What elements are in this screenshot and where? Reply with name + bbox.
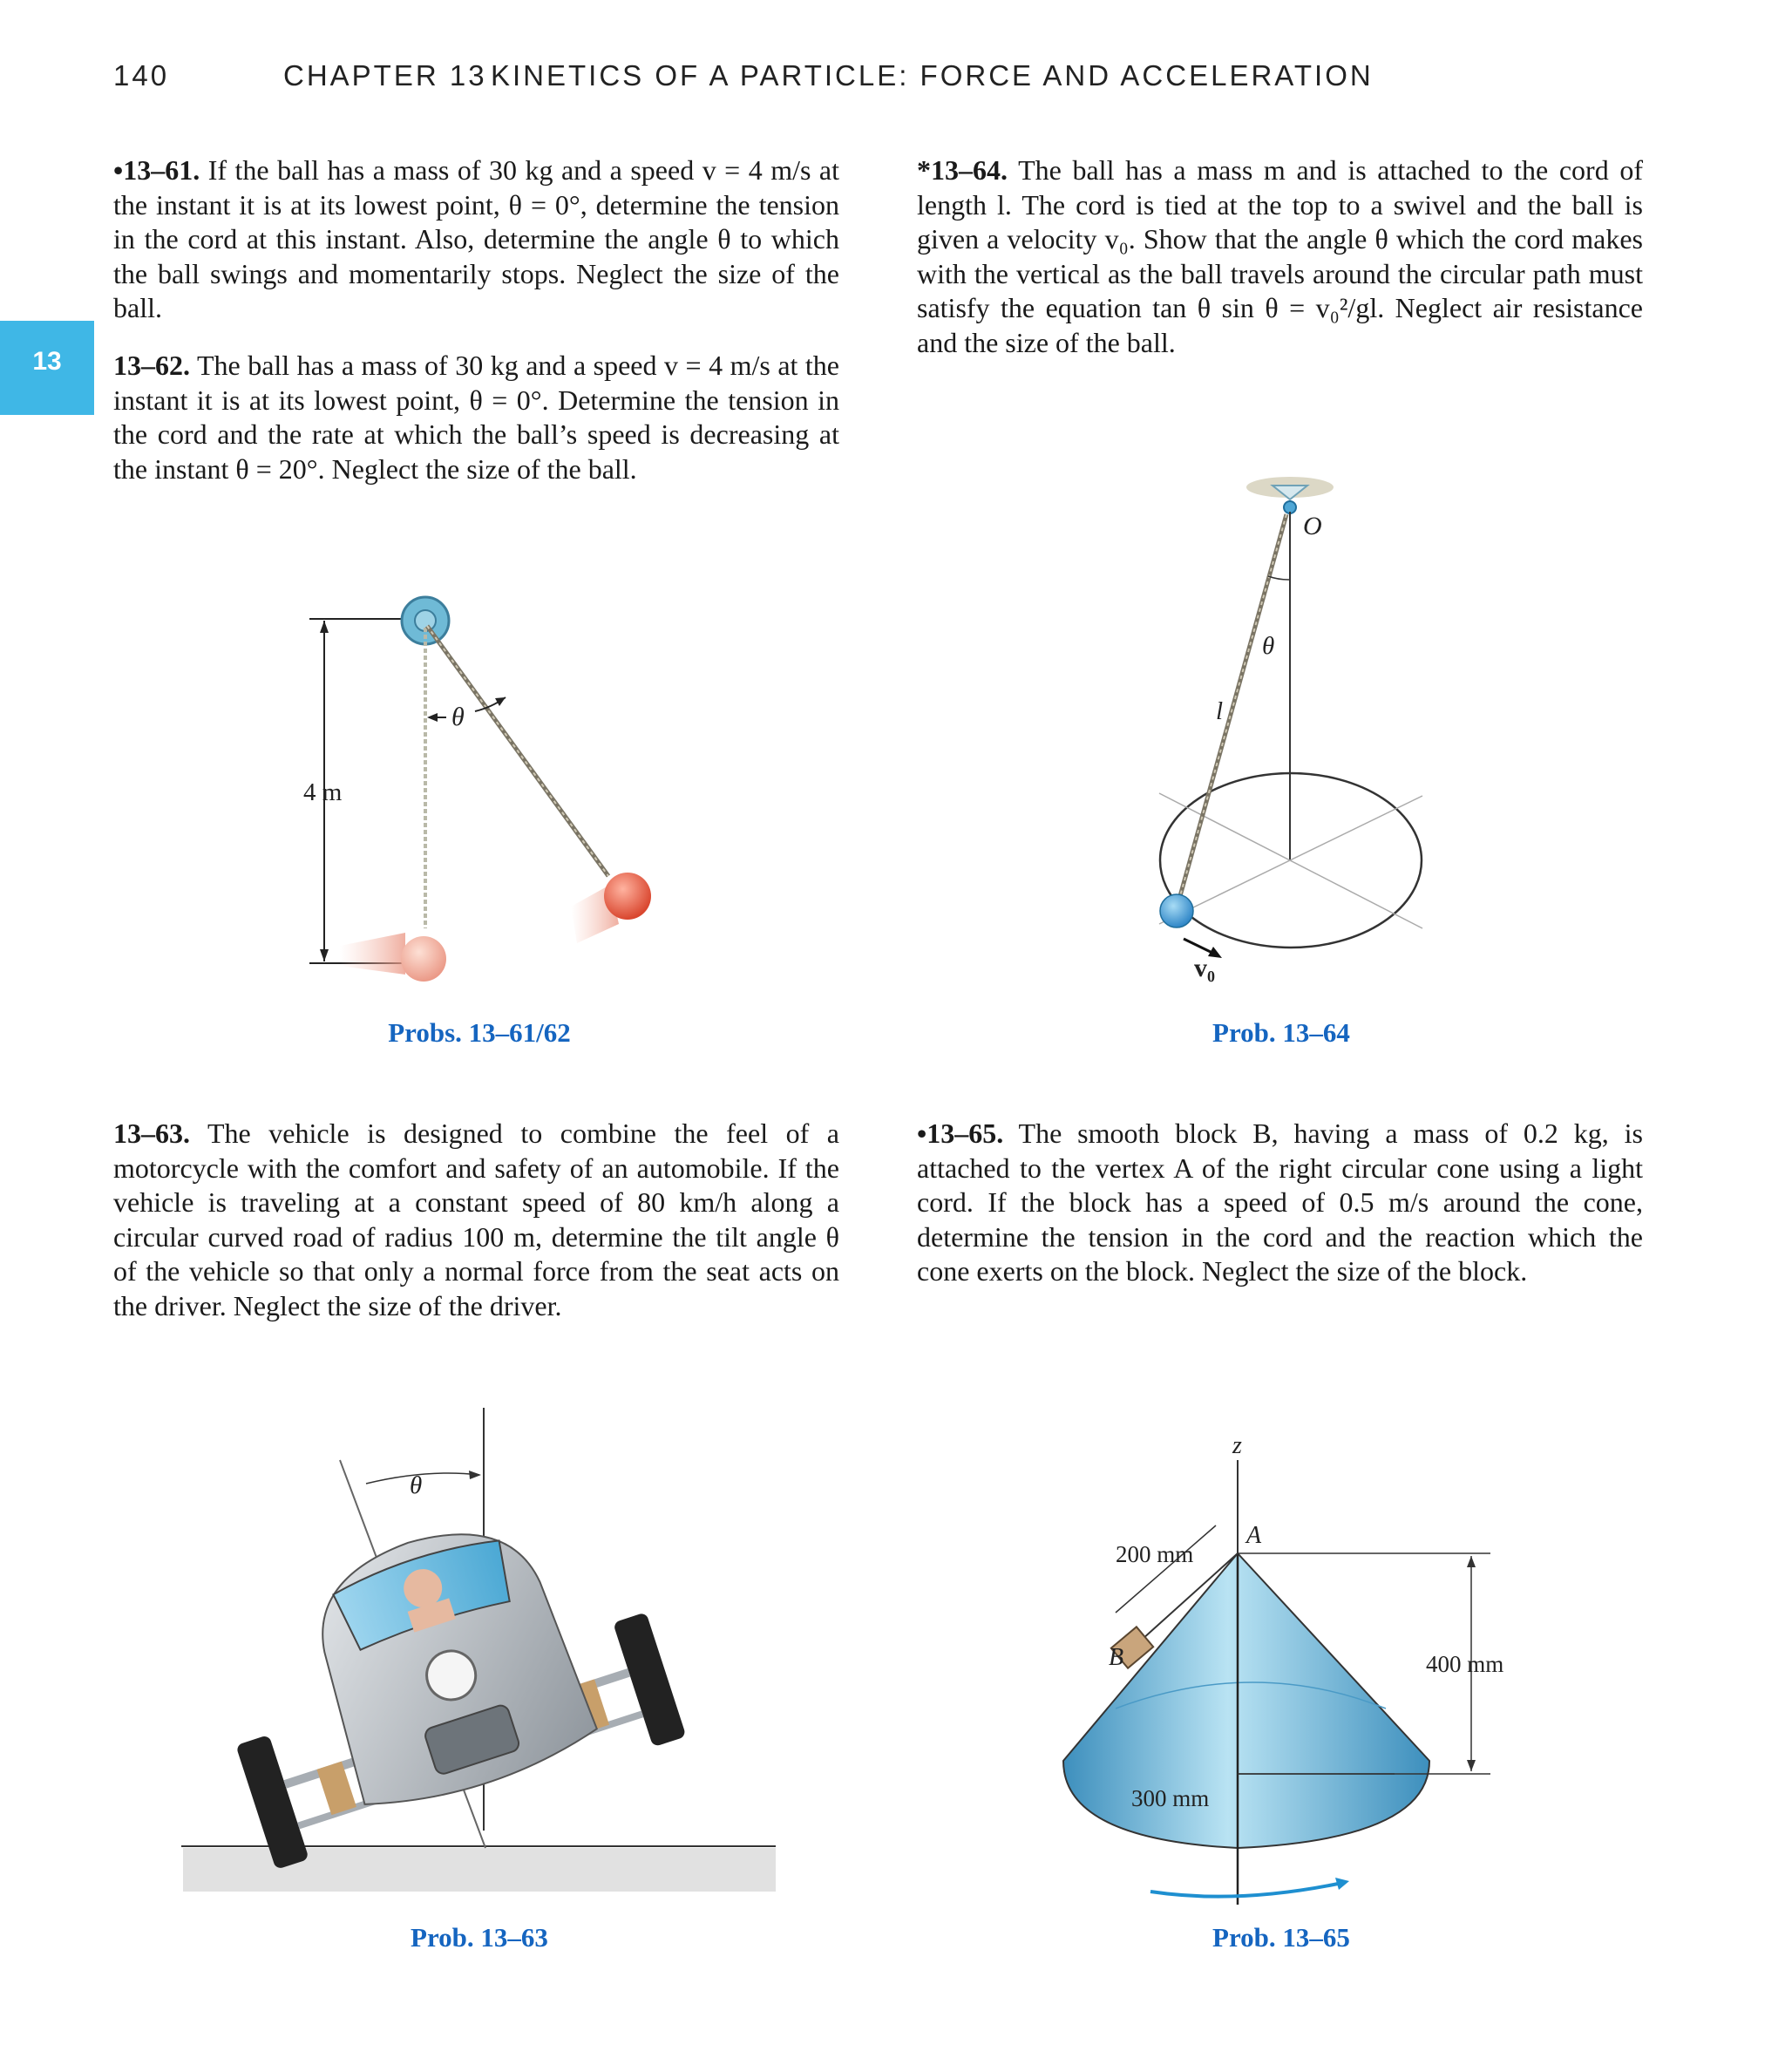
point-label: O <box>1303 512 1322 540</box>
angle-label: θ <box>410 1471 423 1499</box>
problem-13-65 <box>917 1117 1643 1289</box>
length-label: l <box>1216 697 1224 725</box>
axis-label: z <box>1232 1432 1242 1459</box>
pendulum-figure <box>261 575 715 1029</box>
ball <box>1160 894 1193 927</box>
chapter-tab: 13 <box>0 321 94 415</box>
chapter-label: CHAPTER 13 <box>283 59 487 92</box>
figure-caption: Probs. 13–61/62 <box>388 1017 571 1048</box>
tilting-vehicle-figure <box>174 1395 784 1900</box>
angle-label: θ <box>451 703 465 731</box>
cord-length-label: 200 mm <box>1116 1541 1194 1567</box>
problem-number: 13–63. <box>113 1118 190 1149</box>
height-label: 400 mm <box>1426 1651 1504 1677</box>
problem-13-61 <box>113 153 839 326</box>
figure-caption: Prob. 13–64 <box>1212 1017 1350 1048</box>
block-label: B <box>1109 1644 1124 1671</box>
problem-13-63 <box>113 1117 839 1324</box>
problem-number: •13–65. <box>917 1118 1004 1149</box>
cone <box>1063 1553 1429 1848</box>
angle-label: θ <box>1262 632 1275 660</box>
problem-13-62 <box>113 349 839 486</box>
figure-caption: Prob. 13–65 <box>1212 1922 1350 1953</box>
velocity-label: v₀ <box>1194 954 1215 982</box>
problem-text: The smooth block B, having a mass of 0.2 kg, is attached to the vertex A of the right circular cone using a light cord. If the block has a speed of 0.5 m/s around the cone, determine the tension in the cord and the reaction which the cone exerts on the block. Neglect the size of the block. <box>917 1118 1644 1287</box>
problem-number: *13–64. <box>917 154 1008 186</box>
problem-text: The ball has a mass m and is attached to the cord of length l. The cord is tied at the top to a swivel and the ball is given a velocity v₀. Show that the angle θ which the cord makes with the vertical as the ball travels around the circular path must satisfy the equation tan θ sin θ = v₀²/gl. Neglect air resistance and the size of the ball. <box>917 154 1644 358</box>
chapter-title: KINETICS OF A PARTICLE: FORCE AND ACCELERATION <box>491 59 1374 92</box>
problem-text: The vehicle is designed to combine the feel of a motorcycle with the comfort and safety of an automobile. If the vehicle is traveling at a constant speed of 80 km/h along a circular curved road of radius 100 m, determine the tilt angle θ of the vehicle so that only a normal force from the seat acts on the driver. Neglect the size of the driver. <box>113 1118 840 1321</box>
problem-number: •13–61. <box>113 154 200 186</box>
rotation-arrow <box>1150 1883 1342 1897</box>
height-label: 4 m <box>303 778 343 806</box>
right-wheel <box>613 1612 686 1747</box>
conical-pendulum-figure <box>1116 466 1464 989</box>
problem-13-64 <box>917 153 1643 361</box>
radius-label: 300 mm <box>1131 1785 1210 1811</box>
problem-text: The ball has a mass of 30 kg and a speed v = 4 m/s at the instant it is at its lowest point, θ = 0°. Determine the tension in the cord and the rate at which the ball’s speed is decreasing at the instant θ = 20°. Neglect the size of the ball. <box>113 350 840 485</box>
problem-text: If the ball has a mass of 30 kg and a speed v = 4 m/s at the instant it is at its lowest point, θ = 0°, determine the tension in the cord at this instant. Also, determine the angle θ to which the ball swings and momentarily stops. Neglect the size of the ball. <box>113 154 840 324</box>
cone-block-figure <box>1028 1430 1551 1918</box>
page-number: 140 <box>113 59 170 92</box>
figure-caption: Prob. 13–63 <box>411 1922 548 1953</box>
vertex-label: A <box>1246 1522 1262 1549</box>
ball-rest-position <box>401 936 446 982</box>
ball-swung-position <box>604 873 651 920</box>
problem-number: 13–62. <box>113 350 190 381</box>
